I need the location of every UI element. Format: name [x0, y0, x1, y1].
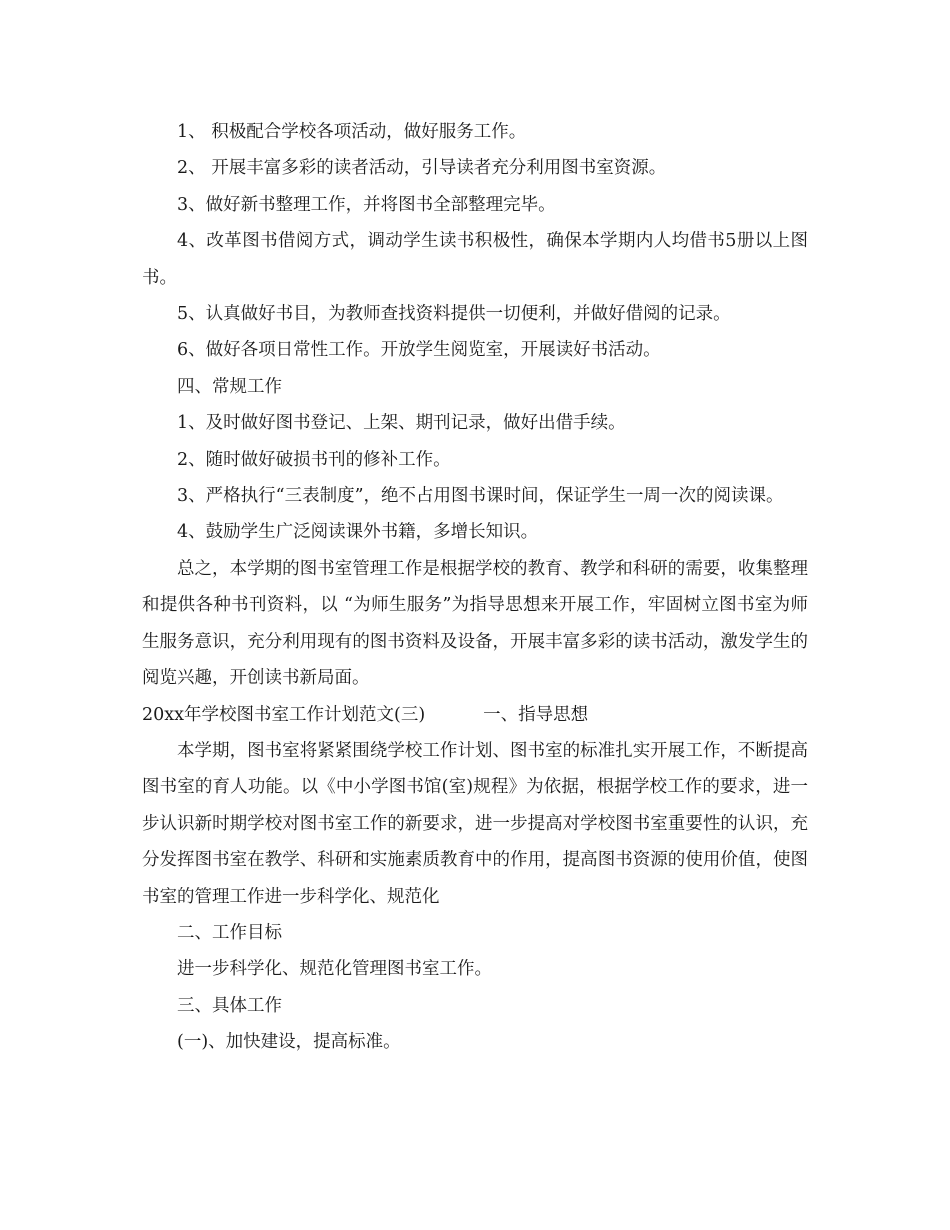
- specific-work-item-1: (一)、加快建设，提高标准。: [177, 1032, 401, 1053]
- document-body: [142, 114, 808, 1061]
- section-subtitle: 一、指导思想: [483, 704, 589, 725]
- work-goal-paragraph: 进一步科学化、规范化管理图书室工作。: [177, 959, 492, 980]
- routine-item-4: 4、鼓励学生广泛阅读课外书籍，多增长知识。: [177, 522, 539, 543]
- paragraph-item-5: 5、认真做好书目，为教师查找资料提供一切便利，并做好借阅的记录。: [177, 304, 731, 325]
- paragraph-item-2: 2、 开展丰富多彩的读者活动，引导读者充分利用图书室资源。: [177, 158, 667, 179]
- summary-paragraph: 总之，本学期的图书室管理工作是根据学校的教育、教学和科研的需要，收集整理和提供各种书刊资料，以 “为师生服务”为指导思想来开展工作，牢固树立图书室为师生服务意识，充分利用现有的图书资料及设备，开展丰富多彩的读书活动，激发学生的阅览兴趣，开创读书新局面。: [142, 558, 808, 689]
- section-heading-routine-work: 四、常规工作: [177, 376, 282, 397]
- routine-item-3: 3、严格执行“三表制度”，绝不占用图书课时间，保证学生一周一次的阅读课。: [177, 486, 784, 507]
- routine-item-2: 2、随时做好破损书刊的修补工作。: [177, 449, 451, 470]
- section-heading-work-goal: 二、工作目标: [177, 922, 282, 943]
- routine-item-1: 1、及时做好图书登记、上架、期刊记录，做好出借手续。: [177, 413, 626, 434]
- paragraph-item-4: 4、改革图书借阅方式，调动学生读书积极性，确保本学期内人均借书5册以上图书。: [142, 231, 808, 288]
- guiding-thought-paragraph: 本学期，图书室将紧紧围绕学校工作计划、图书室的标准扎实开展工作，不断提高图书室的育人功能。以《中小学图书馆(室)规程》为依据，根据学校工作的要求，进一步认识新时期学校对图书室工作的新要求，进一步提高对学校图书室重要性的认识，充分发挥图书室在教学、科研和实施素质教育中的作用，提高图书资源的使用价值，使图书室的管理工作进一步科学化、规范化: [142, 740, 808, 907]
- paragraph-item-1: 1、 积极配合学校各项活动，做好服务工作。: [177, 122, 527, 142]
- paragraph-item-6: 6、做好各项日常性工作。开放学生阅览室，开展读好书活动。: [177, 340, 661, 361]
- paragraph-item-3: 3、做好新书整理工作，并将图书全部整理完毕。: [177, 194, 556, 215]
- section-heading-specific-work: 三、具体工作: [177, 995, 282, 1016]
- section-title-line: [142, 697, 808, 733]
- section-title: 20xx年学校图书室工作计划范文(三): [142, 704, 426, 725]
